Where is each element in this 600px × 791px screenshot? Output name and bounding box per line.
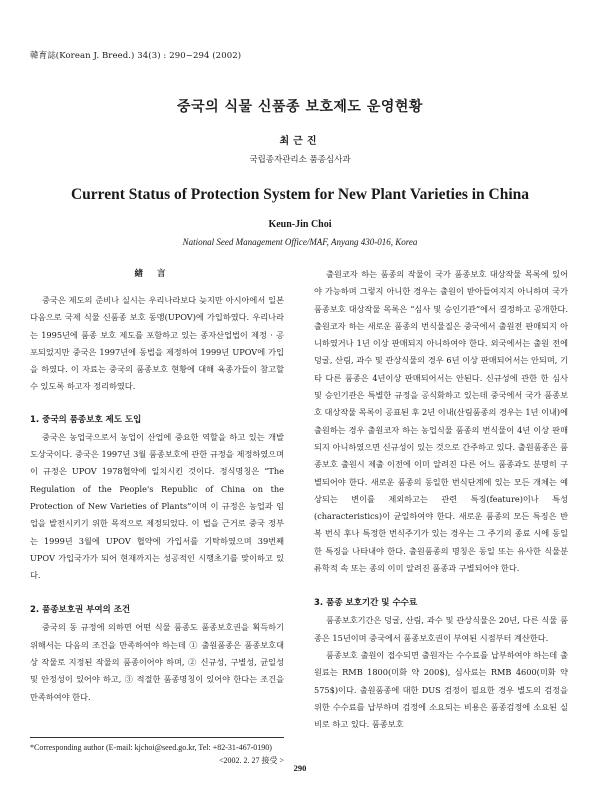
right-column (314, 266, 568, 733)
fees-paragraph: 품종보호 출원이 접수되면 출원자는 수수료를 납부하여야 하는데 출원료는 RMB 1800(미화 약 200$), 심사료는 RMB 4600(미화 약 575$)이다. 출원품종에 대한 DUS 검정이 필요한 경우 별도의 검정을 위한 수수료를 납부하며 검정에 소요되는 비용은 품종검정에 소요된 실비로 하고 있다. 품종보호 (314, 649, 568, 730)
protection-period-paragraph: 품종보호기간은 덩굴, 산림, 과수 및 관상식물은 20년, 다른 식물 품종은 15년이며 중국에서 품종보호권이 부여된 시점부터 계산한다. (314, 615, 568, 643)
english-author: Keun-Jin Choi (268, 219, 332, 230)
requirements-paragraph: 출원코자 하는 품종의 작물이 국가 품종보호 대상작물 목록에 있어야 가능하며 그렇지 아니한 경우는 출원이 받아들여지지 아니하며 국가 품종보호 대상작물 목록은 “심사 및 승인기관”에서 결정하고 공개한다. 출원코자 하는 새로운 품종의 번식물질은 중국에서 출원전 판매되지 아니하였거나 1년 이상 판매되지 아니하여야 한다. 외국에서는 출원 전에 덩굴, 산림, 과수 및 관상식물의 경우 6년 이상 판매되어서는 안되며, 기타 다른 품종은 4년이상 판매되어서는 안된다. 신규성에 관한 한 심사 및 승인기관은 특별한 규정을 공식화하고 있는데 중국에서 국가 품종보호 대상작물 목록이 공표된 후 2년 이내(산림품종의 경우는 1년 이내)에 출원하는 경우 출원코자 하는 농업식물 품종의 번식물이 4년 이상 판매되지 아니하였으면 신규성이 있는 것으로 간주하고 있다. 출원품종은 품종보호 출원시 제출 이전에 이미 알려진 다른 어느 품종과도 분명히 구별되어야 한다. 새로운 품종의 동일한 번식단계에 있는 모든 개체는 예상되는 변이를 제외하고는 관련 특징(feature)이나 특성(characteristics)이 균일하여야 한다. 새로운 품종의 모든 특징은 반복 번식 후나 특정한 번식주기가 있는 경우는 그 주기의 종료 시에 동일한 특징을 나타내야 한다. 출원품종의 명칭은 동일 또는 유사한 식물분류학적 속 또는 종의 이미 알려진 품종과 구별되어야 한다. (314, 269, 568, 574)
section-1-paragraph: 중국은 농업국으로서 농업이 산업에 중요한 역할을 하고 있는 개발도상국이다. 중국은 1997년 3월 품종보호에 관한 규정을 제정하였으며 이 규정은 UPOV 1978협약에 일치시킨 것이다. 정식명칭은 “The Regulation of the People's Republic of China on the Protection of New Varieties of Plants”이며 이 규정은 농업과 임업을 발전시키기 위한 목적으로 제정되었다. 이 법을 근거로 중국 정부는 1999년 3월에 UPOV 협약에 가입서를 기탁하였으며 39번째 UPOV 가입국가가 되어 현재까지는 성공적인 시행초기를 맞이하고 있다. (30, 431, 284, 581)
corresponding-author-note: *Corresponding author (E-mail: kjchoi@seed.go.kr, Tel: +82-31-467-0190) (30, 743, 272, 752)
journal-citation: 韓育誌(Korean J. Breed.) 34(3) : 290~294 (2002) (30, 51, 242, 61)
korean-title: 중국의 식물 신품종 보호제도 운영현황 (177, 99, 423, 115)
english-title: Current Status of Protection System for New Plant Varieties in China (70, 186, 530, 203)
received-date: <2002. 2. 27 接受 > (218, 756, 284, 765)
korean-author: 최근진 (279, 136, 321, 147)
section-1-heading: 1. 중국의 품종보호 제도 도입 (30, 414, 142, 425)
left-column (30, 266, 284, 706)
korean-affiliation: 국립종자관리소 품종심사과 (249, 155, 351, 165)
section-3-heading: 3. 품종 보호기간 및 수수료 (314, 598, 418, 609)
page-number: 290 (293, 763, 307, 773)
footnote-divider (30, 737, 284, 738)
section-2-heading: 2. 품종보호권 부여의 조건 (30, 605, 131, 616)
english-affiliation: National Seed Management Office/MAF, Anyang 430-016, Korea (182, 237, 418, 247)
introduction-heading: 緖言 (134, 269, 180, 279)
section-2-paragraph: 중국의 동 규정에 의하면 어떤 식물 품종도 품종보호권을 획득하기 위해서는 다음의 조건을 만족하여야 하는데 ① 출원품종은 품종보호대상 작물로 지정된 작물의 품종이어야 하며, ② 신규성, 구별성, 균일성 및 안정성이 있어야 하고, ③ 적절한 품종명칭이 있어야 한다는 조건을 만족하여야 한다. (30, 622, 284, 702)
introduction-paragraph: 중국은 제도의 준비나 실시는 우리나라보다 늦지만 아시아에서 일본 다음으로 국제 식물 신품종 보호 동맹(UPOV)에 가입하였다. 우리나라는 1995년에 품종 보호 제도를 포함하고 있는 종자산업법이 제정 · 공포되었지만 중국은 1997년에 동법을 제정하여 1999년 UPOV에 가입을 하였다. 이 자료는 중국의 품종보호 현황에 대해 육종가들이 참고할 수 있도록 하고자 정리하였다. (30, 295, 284, 392)
